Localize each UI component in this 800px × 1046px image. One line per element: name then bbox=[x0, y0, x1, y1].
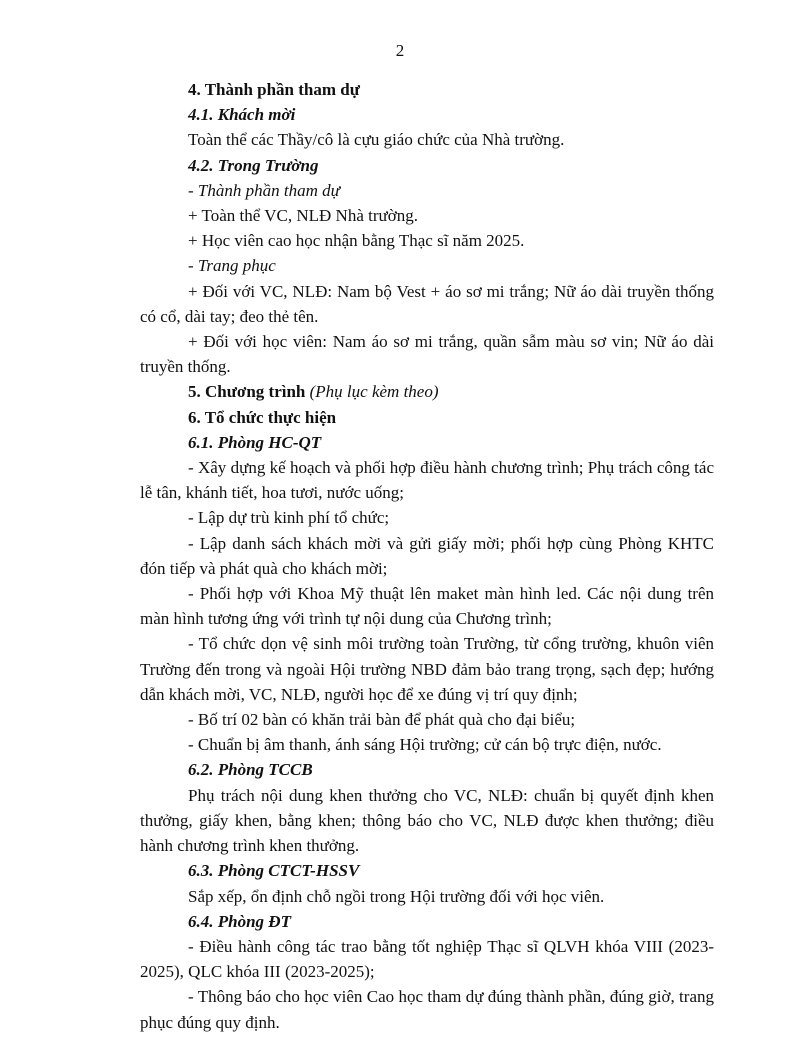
paragraph: - Phối hợp với Khoa Mỹ thuật lên maket màn hình led. Các nội dung trên màn hình tương ứng với trình tự nội dung của Chương trình; bbox=[140, 584, 714, 629]
document-body bbox=[140, 77, 714, 1035]
paragraph: - Bố trí 02 bàn có khăn trải bàn để phát quà cho đại biểu; bbox=[188, 710, 576, 730]
paragraph: + Toàn thể VC, NLĐ Nhà trường. bbox=[188, 206, 418, 226]
paragraph: - Thông báo cho học viên Cao học tham dự đúng thành phần, đúng giờ, trang phục đúng quy định. bbox=[140, 987, 714, 1032]
paragraph: Phụ trách nội dung khen thưởng cho VC, NLĐ: chuẩn bị quyết định khen thưởng, giấy khen, bằng khen; thông báo cho VC, NLĐ được khen thưởng; điều hành chương trình khen thưởng. bbox=[140, 785, 714, 856]
subsection-heading: 6.2. Phòng TCCB bbox=[188, 760, 313, 780]
page-number: 2 bbox=[395, 41, 405, 60]
subsection-heading: 4.2. Trong Trường bbox=[188, 155, 319, 175]
paragraph: Toàn thể các Thầy/cô là cựu giáo chức của Nhà trường. bbox=[188, 130, 565, 150]
paragraph: + Đối với VC, NLĐ: Nam bộ Vest + áo sơ mi trắng; Nữ áo dài truyền thống có cổ, dài tay; đeo thẻ tên. bbox=[140, 281, 714, 326]
paragraph: - Xây dựng kế hoạch và phối hợp điều hành chương trình; Phụ trách công tác lễ tân, khánh tiết, hoa tươi, nước uống; bbox=[140, 458, 714, 503]
paragraph: - Lập danh sách khách mời và gửi giấy mời; phối hợp cùng Phòng KHTC đón tiếp và phát quà cho khách mời; bbox=[140, 533, 714, 578]
paragraph: + Đối với học viên: Nam áo sơ mi trắng, quần sẫm màu sơ vin; Nữ áo dài truyền thống. bbox=[140, 332, 714, 377]
section-heading: 6. Tổ chức thực hiện bbox=[188, 407, 337, 427]
subsection-heading: 6.1. Phòng HC-QT bbox=[188, 432, 322, 452]
item-label: - Thành phần tham dự bbox=[188, 180, 340, 200]
paragraph: - Điều hành công tác trao bằng tốt nghiệp Thạc sĩ QLVH khóa VIII (2023-2025), QLC khóa III (2023-2025); bbox=[140, 936, 714, 982]
paragraph: - Lập dự trù kinh phí tổ chức; bbox=[188, 508, 390, 528]
paragraph: - Tổ chức dọn vệ sinh môi trường toàn Trường, từ cổng trường, khuôn viên Trường đến trong và ngoài Hội trường NBD đảm bảo trang trọng, sạch đẹp; hướng dẫn khách mời, VC, NLĐ, người học để xe đúng vị trí quy định; bbox=[140, 634, 714, 704]
section-note: (Phụ lục kèm theo) bbox=[309, 382, 439, 402]
paragraph: + Học viên cao học nhận bằng Thạc sĩ năm 2025. bbox=[188, 231, 525, 251]
subsection-heading: 4.1. Khách mời bbox=[188, 105, 296, 125]
subsection-heading: 6.4. Phòng ĐT bbox=[188, 911, 291, 931]
subsection-heading: 6.3. Phòng CTCT-HSSV bbox=[188, 861, 360, 881]
section-heading: 4. Thành phần tham dự bbox=[188, 80, 360, 99]
item-label: - Trang phục bbox=[188, 256, 276, 276]
paragraph: Sắp xếp, ổn định chỗ ngồi trong Hội trường đối với học viên. bbox=[188, 886, 605, 906]
paragraph: - Chuẩn bị âm thanh, ánh sáng Hội trường; cử cán bộ trực điện, nước. bbox=[188, 735, 662, 755]
section-heading-with-note bbox=[140, 379, 714, 404]
section-heading: 5. Chương trình bbox=[188, 382, 306, 402]
